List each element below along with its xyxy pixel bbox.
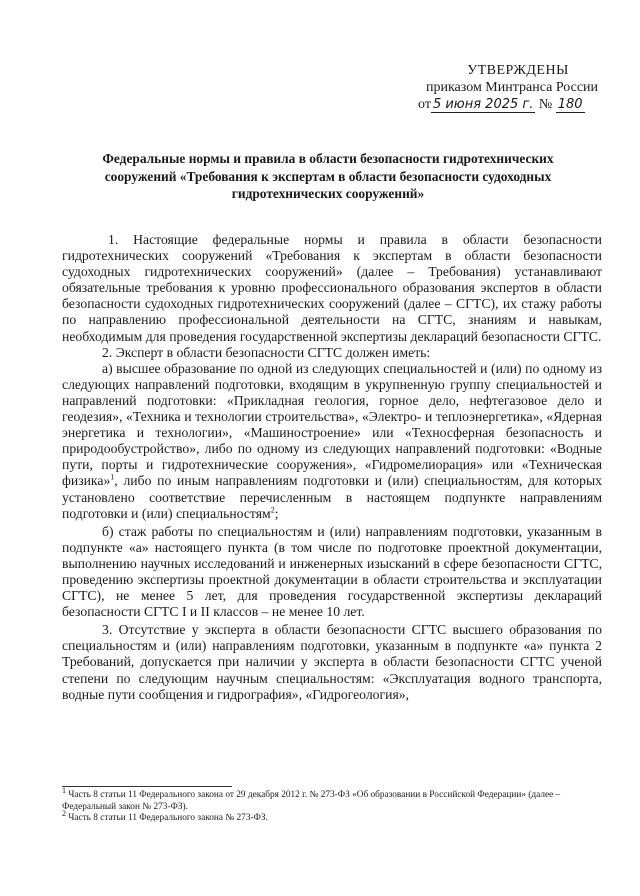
handwritten-date: 5 июня 2025 г. bbox=[432, 97, 534, 112]
paragraph-2: 2. Эксперт в области безопасности СГТС должен иметь: bbox=[102, 344, 431, 360]
paragraph-2a bbox=[62, 361, 602, 522]
paragraph-2b: б) стаж работы по специальностям и (или) направлениям подготовки, указанным в подпункте «а» настоящего пункта (в том числе по подготовке проектной документации, выполнению научных исследований и инженерных изысканий в сфере безопасности СГТС, проведению экспертизы проектной документации в области строительства и эксплуатации СГТС), не менее 5 лет, для проведения государственной экспертизы деклараций безопасности СГТС I и II классов – не менее 10 лет. bbox=[62, 523, 602, 620]
approval-title: УТВЕРЖДЕНЫ bbox=[467, 63, 569, 78]
footnote-2-text: Часть 8 статьи 11 Федерального закона № 273-ФЗ. bbox=[66, 813, 268, 823]
approval-reference bbox=[418, 96, 614, 113]
approval-order-line: приказом Минтранса России bbox=[425, 80, 599, 95]
footnote-1-mark: 1 bbox=[62, 785, 66, 795]
paragraph-1: 1. Настоящие федеральные нормы и правила в области безопасности гидротехнических сооружений «Требования к экспертам в области безопасности судоходных гидротехнических сооружений» (далее – Требования) устанавливают обязательные требования к уровню профессионального образования экспертов в области безопасности судоходных гидротехнических сооружений (далее – СГТС), их стажу работы по направлению профессиональной деятельности на СГТС, знаниям и навыкам, необходимым для проведения государственной экспертизы деклараций безопасности СГТС. bbox=[62, 232, 602, 344]
paragraph-3: 3. Отсутствие у эксперта в области безопасности СГТС высшего образования по специальностям и (или) направлениям подготовки, указанным в подпункте «а» пункта 2 Требований, допускается при наличии у эксперта в области безопасности СГТС ученой степени по следующим научным специальностям: «Эксплуатация водного транспорта, водные пути сообщения и гидрография», «Гидрогеология», bbox=[62, 622, 602, 702]
footnote-ref-2: 2 bbox=[270, 505, 275, 515]
footnote-2 bbox=[62, 808, 602, 825]
paragraph-2a-text-1: а) высшее образование по одной из следующих специальностей и (или) по одному из следующих направлений подготовки, входящим в укрупненную группу специальностей и направлений подготовки: «Прикладная геология, горное дело, нефтегазовое дело и геодезия», «Техника и технологии строительства», «Электро- и теплоэнергетика», «Ядерная энергетика и технологии», «Машиностроение» или «Техносферная безопасность и природообустройство», либо по одному из следующих направлений подготовки: «Водные пути, порты и гидротехнические сооружения», «Гидромелиорация» или «Техническая физика» bbox=[62, 360, 602, 489]
paragraph-2a-text-3: ; bbox=[274, 505, 279, 521]
document-title: Федеральные нормы и правила в области безопасности гидротехнических сооружений «Требования к экспертам в области безопасности судоходных гидротехнических сооружений» bbox=[102, 151, 554, 201]
footnote-divider bbox=[62, 786, 232, 787]
paragraph-2a-text-2: , либо по иным направлениям подготовки и (или) специальностям, для которых установлено соответствие перечисленным в настоящем подпункте направлениям подготовки и (или) специальностям bbox=[62, 473, 602, 521]
footnote-1-text: Часть 8 статьи 11 Федерального закона от 29 декабря 2012 г. № 273-ФЗ «Об образовании в Российской Федерации» (далее – Федеральный закон № 273-ФЗ). bbox=[62, 790, 561, 812]
approval-stamp bbox=[414, 62, 614, 113]
footnote-1 bbox=[62, 785, 602, 813]
footnote-2-mark: 2 bbox=[62, 808, 66, 818]
footnote-ref-1: 1 bbox=[110, 472, 115, 482]
footnotes bbox=[62, 785, 602, 825]
handwritten-number: 180 bbox=[557, 97, 583, 112]
ref-prefix: от bbox=[418, 97, 431, 112]
document-body bbox=[62, 232, 602, 703]
ref-number-prefix: № bbox=[538, 97, 553, 112]
